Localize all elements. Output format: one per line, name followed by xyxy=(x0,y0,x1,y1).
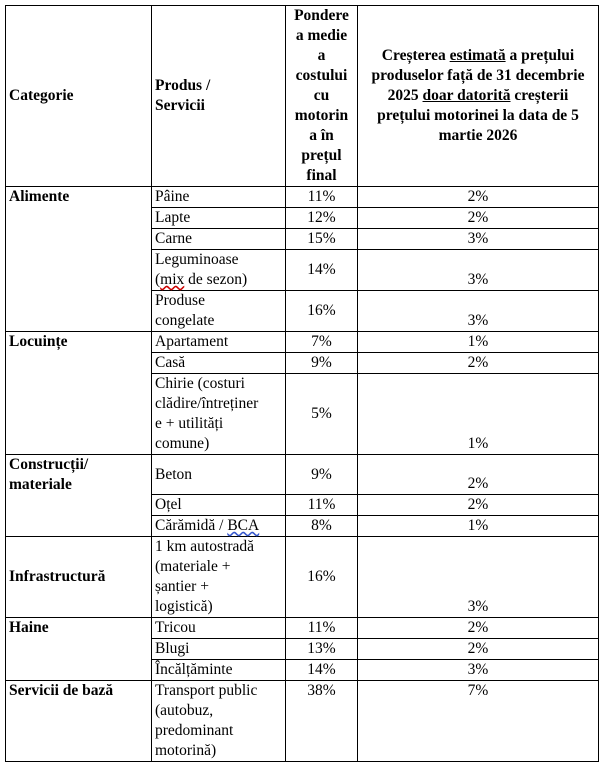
crestere-cell: 2% xyxy=(358,208,599,229)
category-infrastructura: Infrastructură xyxy=(6,537,152,618)
table-row xyxy=(6,332,599,353)
crestere-cell: 1% xyxy=(358,374,599,455)
product-cell: Beton xyxy=(152,455,286,495)
crestere-cell: 1% xyxy=(358,332,599,353)
crestere-cell: 3% xyxy=(358,229,599,250)
pondere-cell: 11% xyxy=(286,495,358,516)
pondere-cell: 38% xyxy=(286,681,358,762)
category-locuinte: Locuințe xyxy=(6,332,152,455)
product-cell: Carne xyxy=(152,229,286,250)
crestere-cell: 1% xyxy=(358,516,599,537)
pondere-cell: 8% xyxy=(286,516,358,537)
crestere-cell: 2% xyxy=(358,187,599,208)
product-cell: Apartament xyxy=(152,332,286,353)
pondere-cell: 7% xyxy=(286,332,358,353)
pondere-cell: 12% xyxy=(286,208,358,229)
category-alimente: Alimente xyxy=(6,187,152,332)
product-cell: Casă xyxy=(152,353,286,374)
header-crestere: Creșterea estimată a prețului produselor față de 31 decembrie 2025 doar datorită creșterii prețului motorinei la data de 5 martie 2026 xyxy=(358,6,599,187)
header-produs: Produs / Servicii xyxy=(152,6,286,187)
header-pondere: Pondere a medie a costului cu motorin a în prețul final xyxy=(286,6,358,187)
product-cell: Pâine xyxy=(152,187,286,208)
product-cell: Încălțăminte xyxy=(152,660,286,681)
pondere-cell: 16% xyxy=(286,291,358,332)
pondere-cell: 11% xyxy=(286,618,358,639)
pondere-cell: 9% xyxy=(286,455,358,495)
product-cell: Blugi xyxy=(152,639,286,660)
product-cell: Oțel xyxy=(152,495,286,516)
price-increase-table xyxy=(5,5,599,762)
header-categorie: Categorie xyxy=(6,6,152,187)
pondere-cell: 5% xyxy=(286,374,358,455)
pondere-cell: 16% xyxy=(286,537,358,618)
crestere-cell: 3% xyxy=(358,537,599,618)
table-row xyxy=(6,537,599,618)
pondere-cell: 14% xyxy=(286,250,358,291)
crestere-cell: 3% xyxy=(358,660,599,681)
crestere-cell: 2% xyxy=(358,495,599,516)
product-cell: Cărămidă / BCA xyxy=(152,516,286,537)
crestere-cell: 7% xyxy=(358,681,599,762)
crestere-cell: 2% xyxy=(358,639,599,660)
table-row xyxy=(6,187,599,208)
product-cell: Chirie (costuri clădire/întreținer e + utilități comune) xyxy=(152,374,286,455)
crestere-cell: 3% xyxy=(358,291,599,332)
category-servicii: Servicii de bază xyxy=(6,681,152,762)
pondere-cell: 9% xyxy=(286,353,358,374)
table-row xyxy=(6,455,599,495)
product-cell: Leguminoase (mix de sezon) xyxy=(152,250,286,291)
category-haine: Haine xyxy=(6,618,152,681)
product-cell: 1 km autostradă (materiale + șantier + logistică) xyxy=(152,537,286,618)
product-cell: Tricou xyxy=(152,618,286,639)
crestere-cell: 2% xyxy=(358,618,599,639)
table-row xyxy=(6,681,599,762)
crestere-cell: 2% xyxy=(358,353,599,374)
product-cell: Transport public (autobuz, predominant motorină) xyxy=(152,681,286,762)
header-row xyxy=(6,6,599,187)
crestere-cell: 2% xyxy=(358,455,599,495)
pondere-cell: 11% xyxy=(286,187,358,208)
pondere-cell: 13% xyxy=(286,639,358,660)
product-cell: Produse congelate xyxy=(152,291,286,332)
pondere-cell: 15% xyxy=(286,229,358,250)
crestere-cell: 3% xyxy=(358,250,599,291)
table-row xyxy=(6,618,599,639)
category-constructii: Construcții/ materiale xyxy=(6,455,152,537)
pondere-cell: 14% xyxy=(286,660,358,681)
product-cell: Lapte xyxy=(152,208,286,229)
